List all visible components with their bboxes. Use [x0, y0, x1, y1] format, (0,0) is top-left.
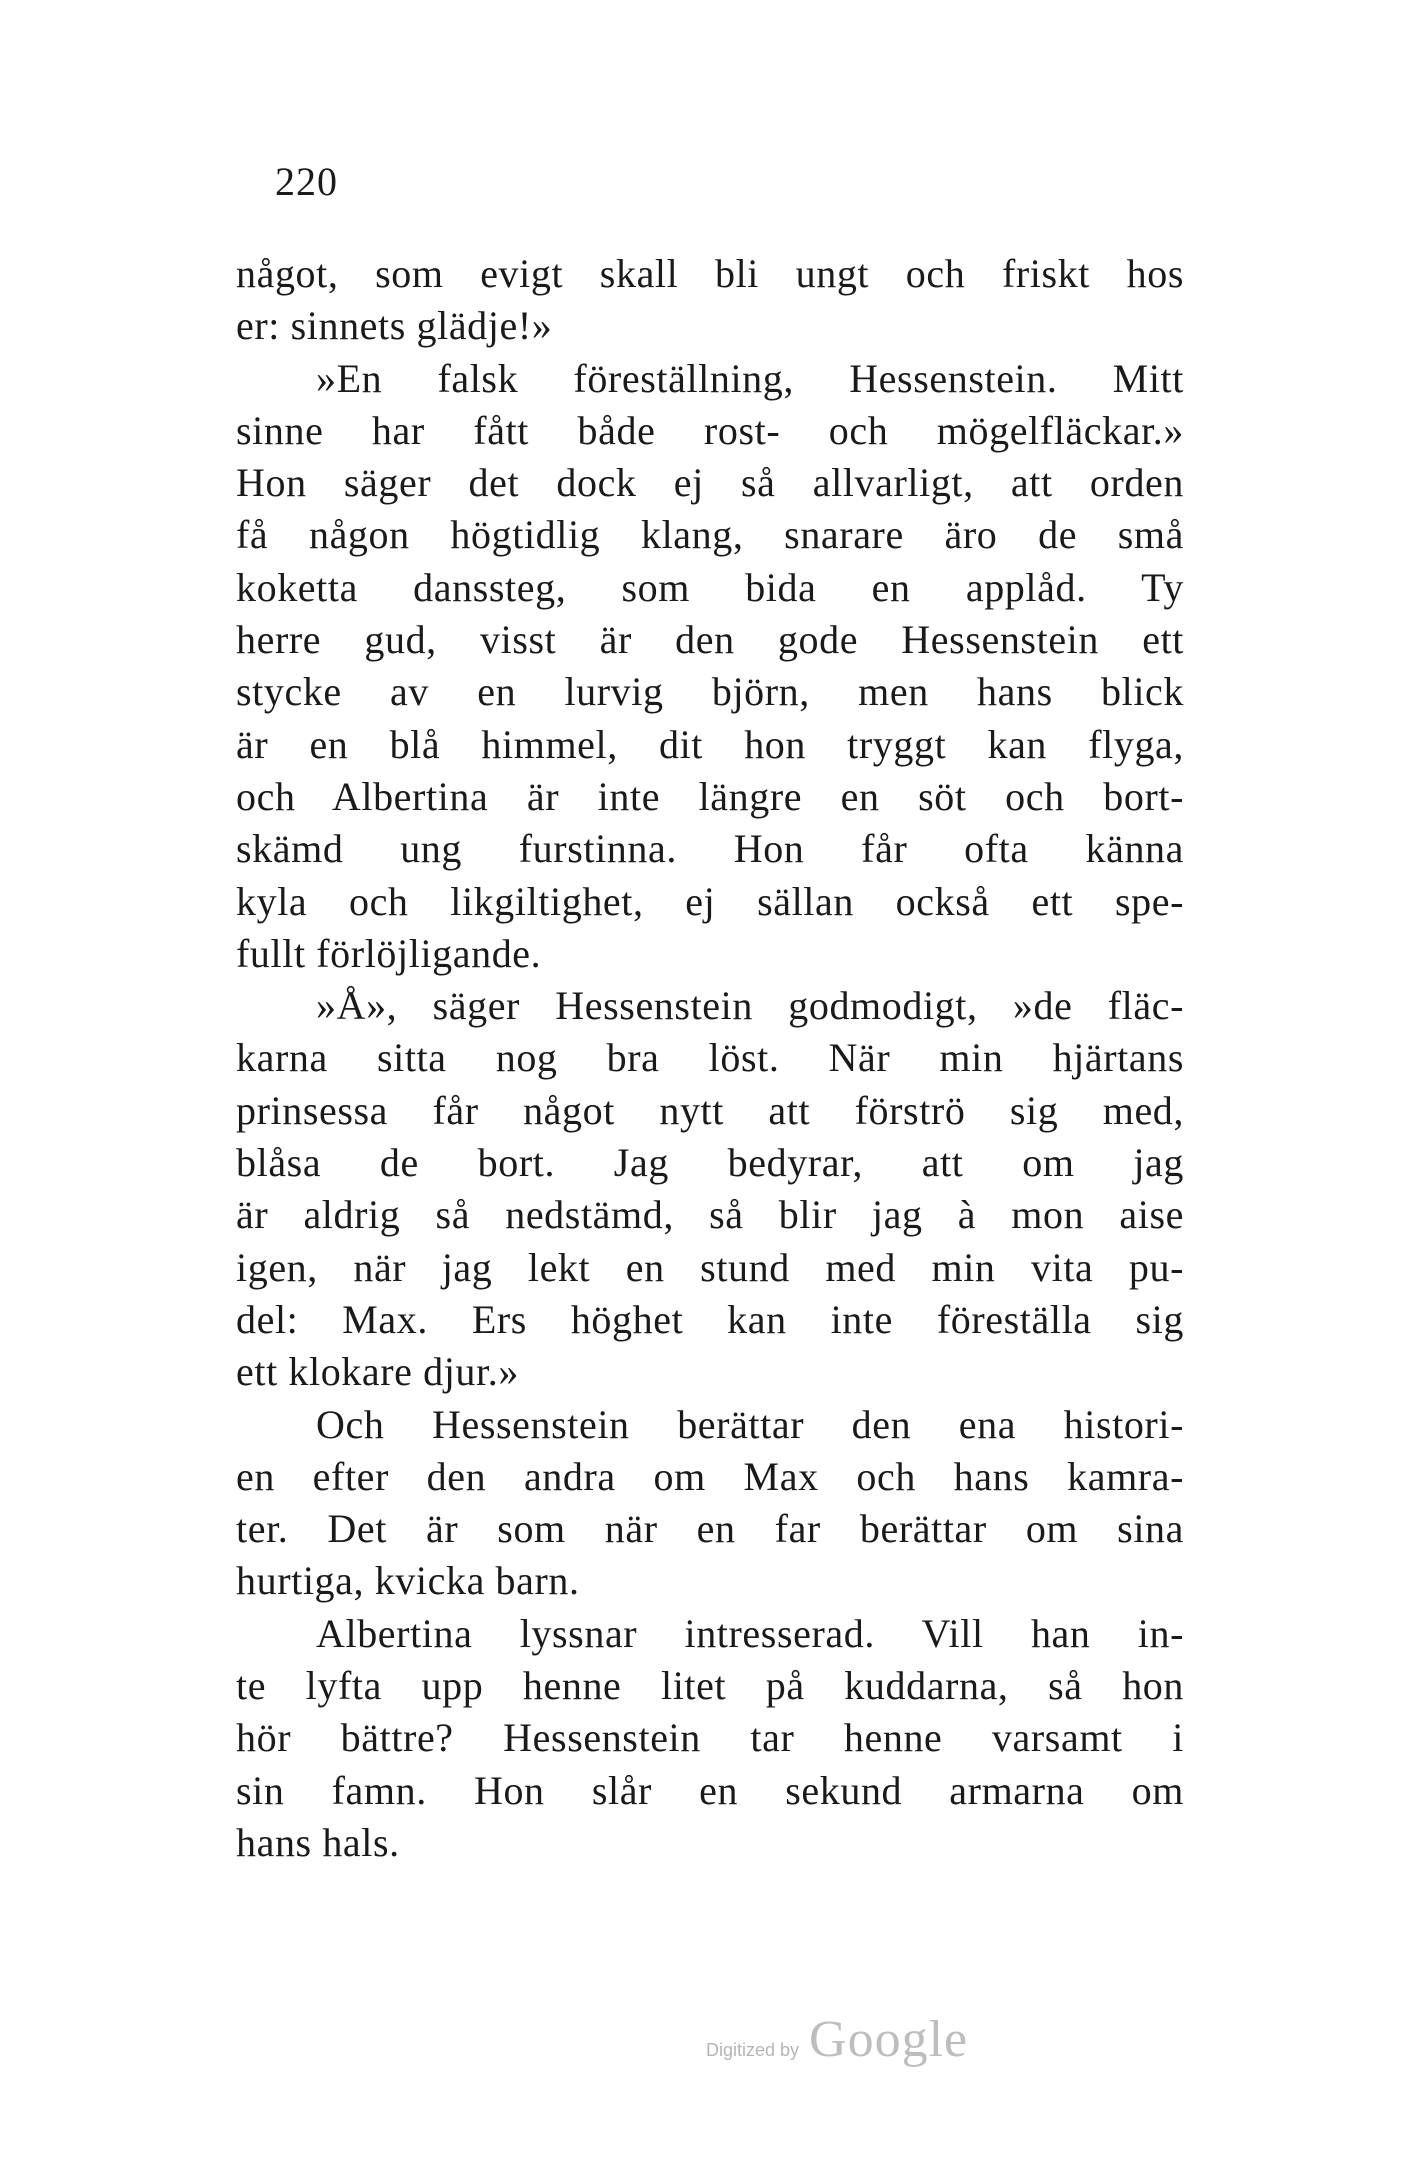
text-line: del: Max. Ers höghet kan inte föreställa sig	[236, 1296, 1184, 1342]
body-text	[236, 248, 1184, 1869]
page-number: 220	[275, 159, 338, 204]
text-line: karna sitta nog bra löst. När min hjärtans	[236, 1035, 1184, 1081]
text-line: ter. Det är som när en far berättar om sina	[236, 1506, 1184, 1552]
text-line: kyla och likgiltighet, ej sällan också ett spe-	[236, 878, 1184, 924]
digitized-watermark	[706, 2010, 968, 2069]
text-line: skämd ung furstinna. Hon får ofta känna	[236, 826, 1184, 872]
text-line: Och Hessenstein berättar den ena histori-	[316, 1401, 1184, 1447]
text-line: ett klokare djur.»	[236, 1349, 519, 1395]
text-line: te lyfta upp henne litet på kuddarna, så hon	[236, 1663, 1184, 1709]
text-line: och Albertina är inte längre en söt och bort-	[236, 773, 1184, 819]
text-line: få någon högtidlig klang, snarare äro de små	[236, 512, 1184, 558]
google-logo: Google	[809, 2011, 969, 2068]
text-line: »En falsk föreställning, Hessenstein. Mitt	[316, 355, 1184, 401]
text-line: något, som evigt skall bli ungt och friskt hos	[236, 251, 1184, 296]
text-line: Albertina lyssnar intresserad. Vill han in-	[316, 1610, 1184, 1656]
text-line: igen, när jag lekt en stund med min vita pu-	[236, 1244, 1184, 1290]
text-line: Hon säger det dock ej så allvarligt, att orden	[236, 460, 1184, 506]
text-line: hurtiga, kvicka barn.	[236, 1558, 580, 1604]
text-line: är en blå himmel, dit hon tryggt kan flyga,	[236, 721, 1184, 767]
text-line: hans hals.	[236, 1819, 400, 1865]
text-line: en efter den andra om Max och hans kamra-	[236, 1453, 1184, 1499]
text-line: fullt förlöjligande.	[236, 930, 542, 976]
text-line: stycke av en lurvig björn, men hans blick	[236, 669, 1184, 715]
text-line: koketta danssteg, som bida en applåd. Ty	[236, 564, 1184, 610]
text-line: er: sinnets glädje!»	[236, 303, 553, 349]
text-line: sin famn. Hon slår en sekund armarna om	[236, 1767, 1184, 1813]
text-line: prinsessa får något nytt att förströ sig med,	[236, 1087, 1184, 1133]
text-line: blåsa de bort. Jag bedyrar, att om jag	[236, 1140, 1184, 1186]
watermark-prefix: Digitized by	[706, 2040, 800, 2060]
text-line: hör bättre? Hessenstein tar henne varsamt i	[236, 1715, 1184, 1761]
text-line: herre gud, visst är den gode Hessenstein ett	[236, 617, 1184, 663]
text-line: »Å», säger Hessenstein godmodigt, »de fläc-	[316, 983, 1184, 1029]
text-line: är aldrig så nedstämd, så blir jag à mon aise	[236, 1192, 1184, 1238]
text-line: sinne har fått både rost- och mögelfläckar.»	[236, 407, 1184, 453]
